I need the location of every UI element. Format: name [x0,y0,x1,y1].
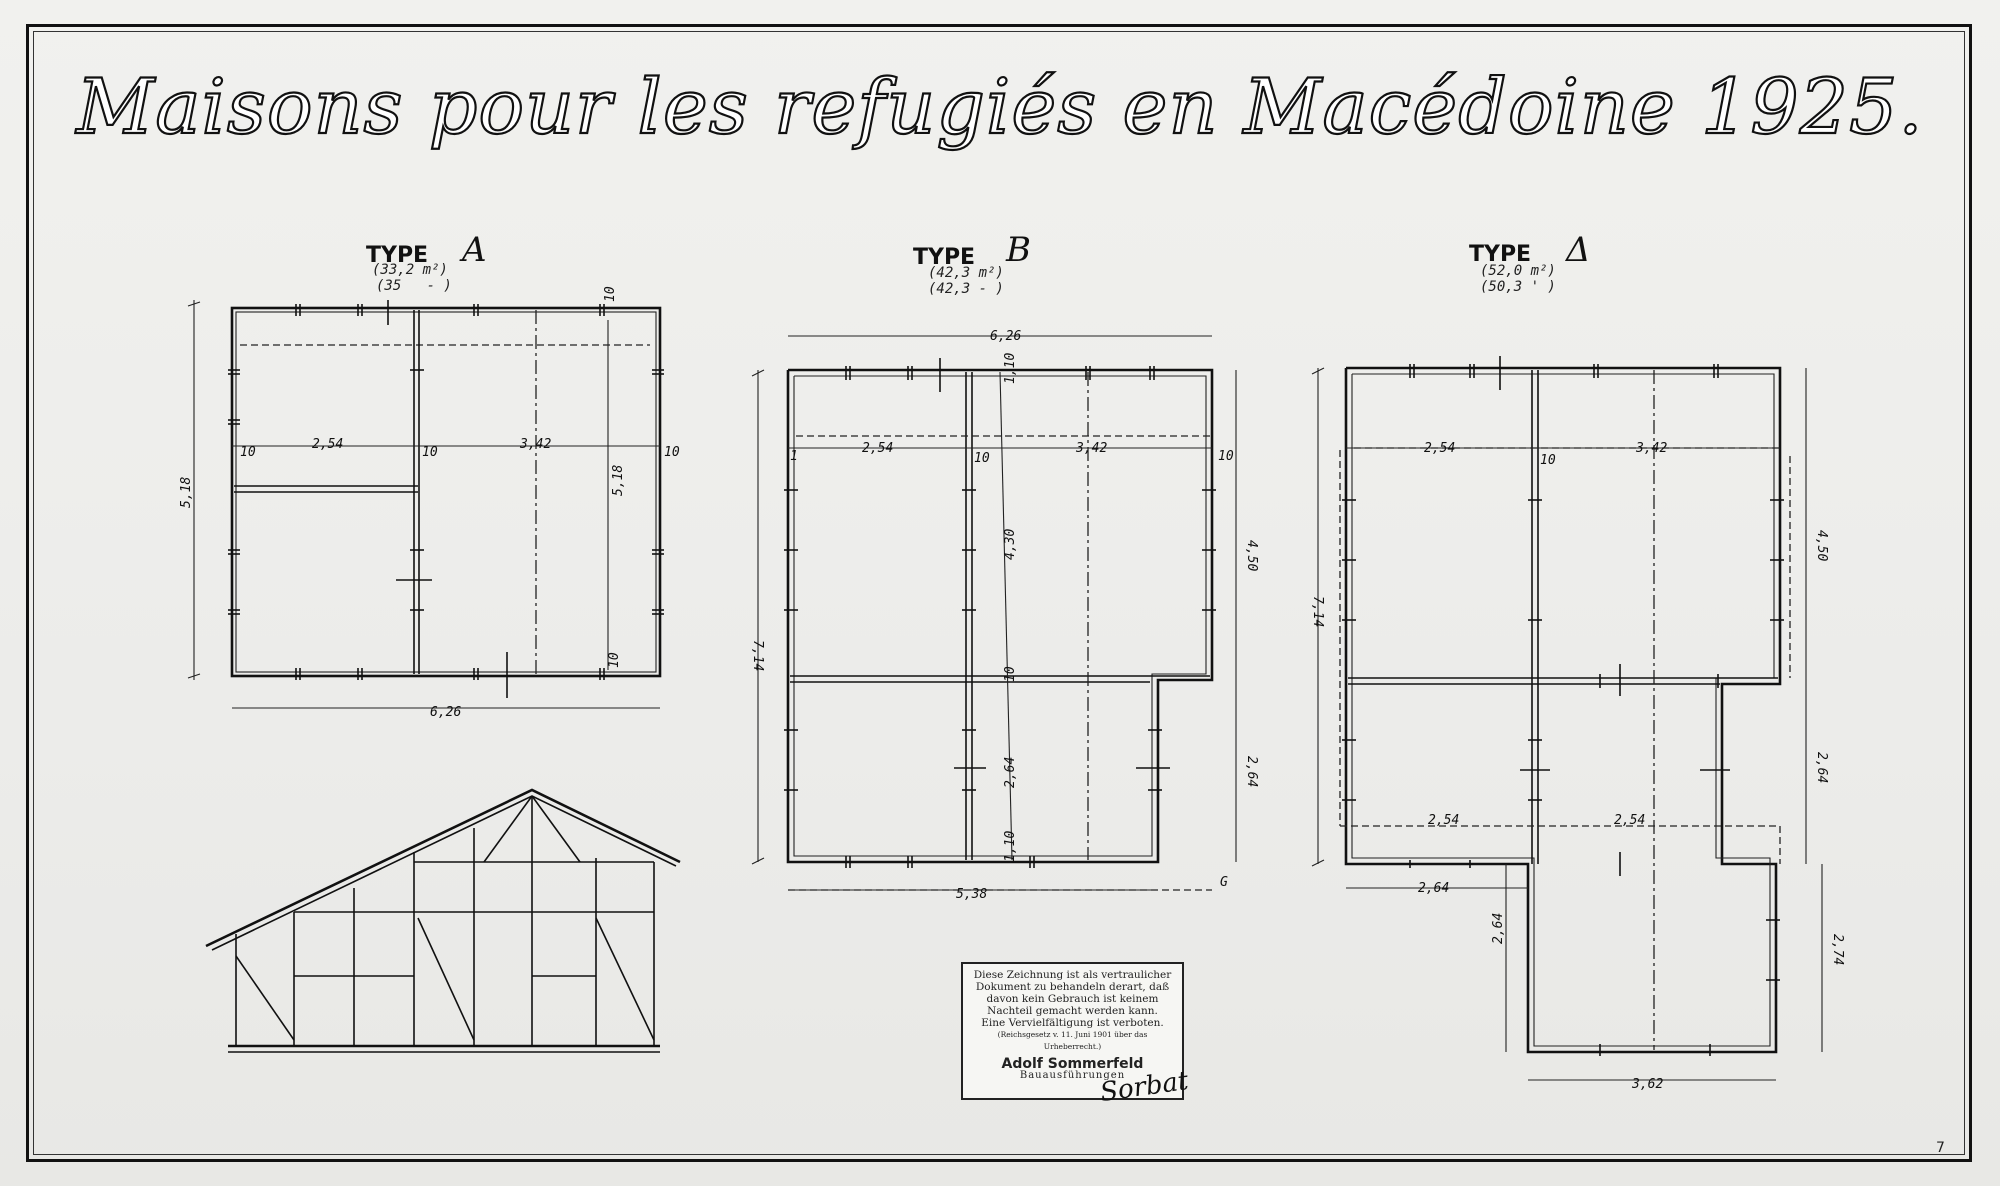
type-b-area-2: (42,3 - ) [928,281,1004,297]
type-a-area-2: (35 - ) [376,278,452,294]
type-c-letter: Δ [1566,230,1591,270]
type-b-area-1: (42,3 m²) [928,265,1004,281]
stamp-line-3: davon kein Gebrauch ist keinem [986,993,1159,1005]
dim-b-wall-bot: 1,10 [1003,830,1018,862]
dim-c-width-bot: 3,62 [1632,1077,1664,1092]
dim-b-right-bot: 2,64 [1244,756,1259,788]
dim-a-left: 2,54 [312,437,344,452]
dim-b-wall-r: 10 [1218,449,1234,464]
stamp-name: Adolf Sommerfeld [1001,1056,1144,1072]
dim-a-wall-l: 10 [240,445,256,460]
dim-b-inner-top: 4,30 [1003,528,1018,560]
dim-c-right-top: 4,50 [1814,530,1829,562]
dim-a-wall-top: 10 [603,286,618,302]
type-a-letter: A [462,230,487,270]
dim-c-left: 2,54 [1424,441,1456,456]
plan-type-c [1310,356,1845,1092]
type-c-area-1: (52,0 m²) [1480,263,1556,279]
dim-b-right: 3,42 [1076,441,1108,456]
plan-type-a [179,286,680,720]
dim-b-width-top: 6,26 [990,329,1022,344]
signature: Sorbat [1098,1065,1191,1109]
dim-a-wall-bot: 10 [607,652,622,668]
dim-a-wall-m: 10 [422,445,438,460]
page-mark: 7 [1936,1140,1945,1156]
type-c-label: TYPE [1469,242,1532,267]
type-b-label: TYPE [913,245,976,270]
dim-c-right: 3,42 [1636,441,1668,456]
type-a-area-1: (33,2 m²) [372,262,448,278]
dim-b-wall-top: 1,10 [1003,352,1018,384]
dim-b-wall-mid: 10 [1003,666,1018,682]
dim-b-right-top: 4,50 [1244,540,1259,572]
stamp-line-6: (Reichsgesetz v. 11. Juni 1901 über das Urheberrecht.) [997,1030,1148,1051]
dim-a-right: 3,42 [520,437,552,452]
dim-a-width: 6,26 [430,705,462,720]
dim-a-depth-outer: 5,18 [179,476,194,508]
dim-b-inner-bot: 2,64 [1003,756,1018,788]
dim-b-corner: G [1220,875,1228,890]
dim-c-offset: 2,64 [1418,881,1450,896]
drawing-title: Maisons pour les refugiés en Macédoine 1925. [76,62,1924,151]
dim-c-wall-m: 10 [1540,453,1556,468]
dim-c-ext-left: 2,54 [1428,813,1460,828]
dim-c-ext-right: 2,54 [1614,813,1646,828]
type-a-label: TYPE [366,243,429,268]
dim-a-depth-inner: 5,18 [611,464,626,496]
stamp-sub: Bauausführungen [1019,1070,1126,1081]
stamp-line-2: Dokument zu behandeln derart, daß [975,981,1170,993]
stamp-line-1: Diese Zeichnung ist als vertraulicher [973,969,1172,981]
dim-c-left-total: 7,14 [1310,596,1325,628]
stamp-line-4: Nachteil gemacht werden kann. [987,1005,1158,1017]
stamp-line-5: Eine Vervielfältigung ist verboten. [981,1017,1164,1029]
dim-b-wall-l: 1 [790,449,798,464]
elevation-type-a [206,790,680,1052]
dim-b-wall-m: 10 [974,451,990,466]
type-b-letter: B [1006,230,1031,270]
dim-b-left: 2,54 [862,441,894,456]
dim-c-lower-right: 2,74 [1830,934,1845,966]
dim-c-lower-left: 2,64 [1491,912,1506,944]
plan-type-b [750,329,1259,902]
dim-a-wall-r: 10 [664,445,680,460]
dim-c-right-mid: 2,64 [1814,752,1829,784]
dim-b-width-bot: 5,38 [956,887,988,902]
dim-b-left-total: 7,14 [750,640,765,672]
type-c-area-2: (50,3 ' ) [1480,279,1556,295]
